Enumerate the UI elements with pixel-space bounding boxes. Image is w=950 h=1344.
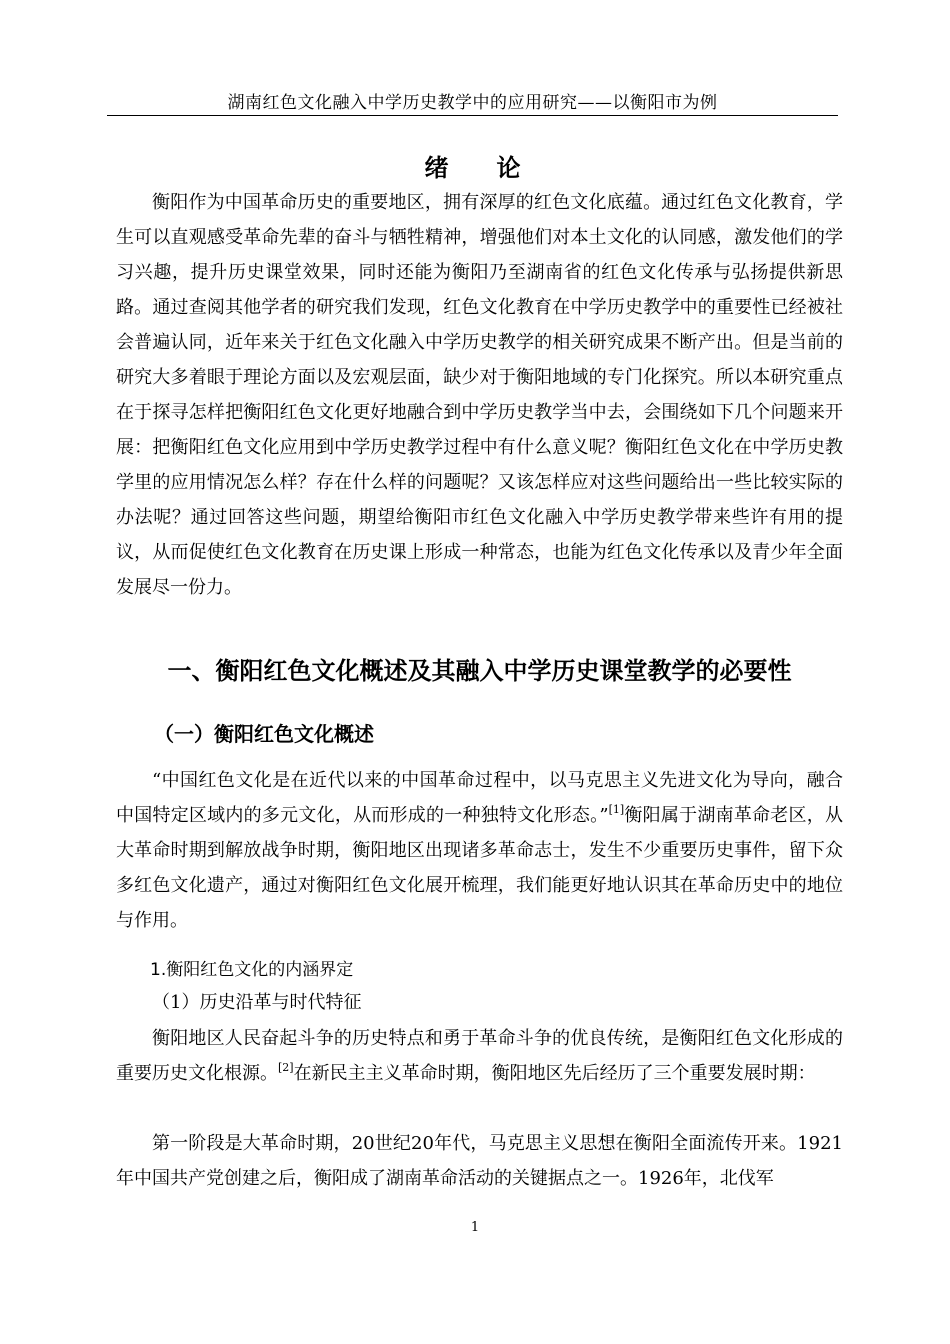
subsection-paragraph-2	[116, 1021, 843, 1091]
citation-1: [1]	[608, 803, 625, 816]
paragraph-continuation: 在新民主主义革命时期，衡阳地区先后经历了三个重要发展时期：	[293, 1063, 816, 1084]
intro-title-part2: 论	[496, 154, 521, 182]
paragraph-continuation: 衡阳属于湖南革命老区，从大革命时期到解放战争时期，衡阳地区出现诸多革命志士，发生不少重要历史事件，留下众多红色文化遗产，通过对衡阳红色文化展开梳理，我们能更好地认识其在革命历史中的地位与作用。	[116, 805, 844, 931]
paragraph-text: 衡阳地区人民奋起斗争的历史特点和勇于革命斗争的优良传统，是衡阳红色文化形成的重要历史文化根源。	[116, 1028, 843, 1084]
intro-title-part1: 绪	[424, 154, 449, 182]
header-rule	[107, 115, 838, 116]
subsection-paragraph-1	[116, 763, 843, 938]
quote-text: “中国红色文化是在近代以来的中国革命过程中，以马克思主义先进文化为导向，融合中国特定区域内的多元文化，从而形成的一种独特文化形态。”	[116, 770, 843, 826]
subsection-heading: （一）衡阳红色文化概述	[154, 722, 374, 746]
section-heading: 一、衡阳红色文化概述及其融入中学历史课堂教学的必要性	[167, 657, 792, 685]
subsection-paragraph-3: 第一阶段是大革命时期，20世纪20年代，马克思主义思想在衡阳全面流传开来。1921年中国共产党创建之后，衡阳成了湖南革命活动的关键据点之一。1926年，北伐军	[116, 1133, 843, 1189]
running-header: 湖南红色文化融入中学历史教学中的应用研究——以衡阳市为例	[227, 93, 718, 113]
intro-title	[107, 148, 838, 183]
citation-2: [2]	[278, 1061, 294, 1074]
intro-paragraph: 衡阳作为中国革命历史的重要地区，拥有深厚的红色文化底蕴。通过红色文化教育，学生可以直观感受革命先辈的奋斗与牺牲精神，增强他们对本土文化的认同感，激发他们的学习兴趣，提升历史课堂效果，同时还能为衡阳乃至湖南省的红色文化传承与弘扬提供新思路。通过查阅其他学者的研究我们发现，红色文化教育在中学历史教学中的重要性已经被社会普遍认同，近年来关于红色文化融入中学历史教学的相关研究成果不断产出。但是当前的研究大多着眼于理论方面以及宏观层面，缺少对于衡阳地域的专门化探究。所以本研究重点在于探寻怎样把衡阳红色文化更好地融合到中学历史教学当中去，会围绕如下几个问题来开展：把衡阳红色文化应用到中学历史教学过程中有什么意义呢？衡阳红色文化在中学历史教学里的应用情况怎么样？存在什么样的问题呢？又该怎样应对这些问题给出一些比较实际的办法呢？通过回答这些问题，期望给衡阳市红色文化融入中学历史教学带来些许有用的提议，从而促使红色文化教育在历史课上形成一种常态，也能为红色文化传承以及青少年全面发展尽一份力。	[116, 192, 843, 598]
page-number: 1	[470, 1220, 480, 1235]
item-sub-heading: （1）历史沿革与时代特征	[152, 992, 362, 1013]
item-heading: 1.衡阳红色文化的内涵界定	[150, 960, 354, 980]
